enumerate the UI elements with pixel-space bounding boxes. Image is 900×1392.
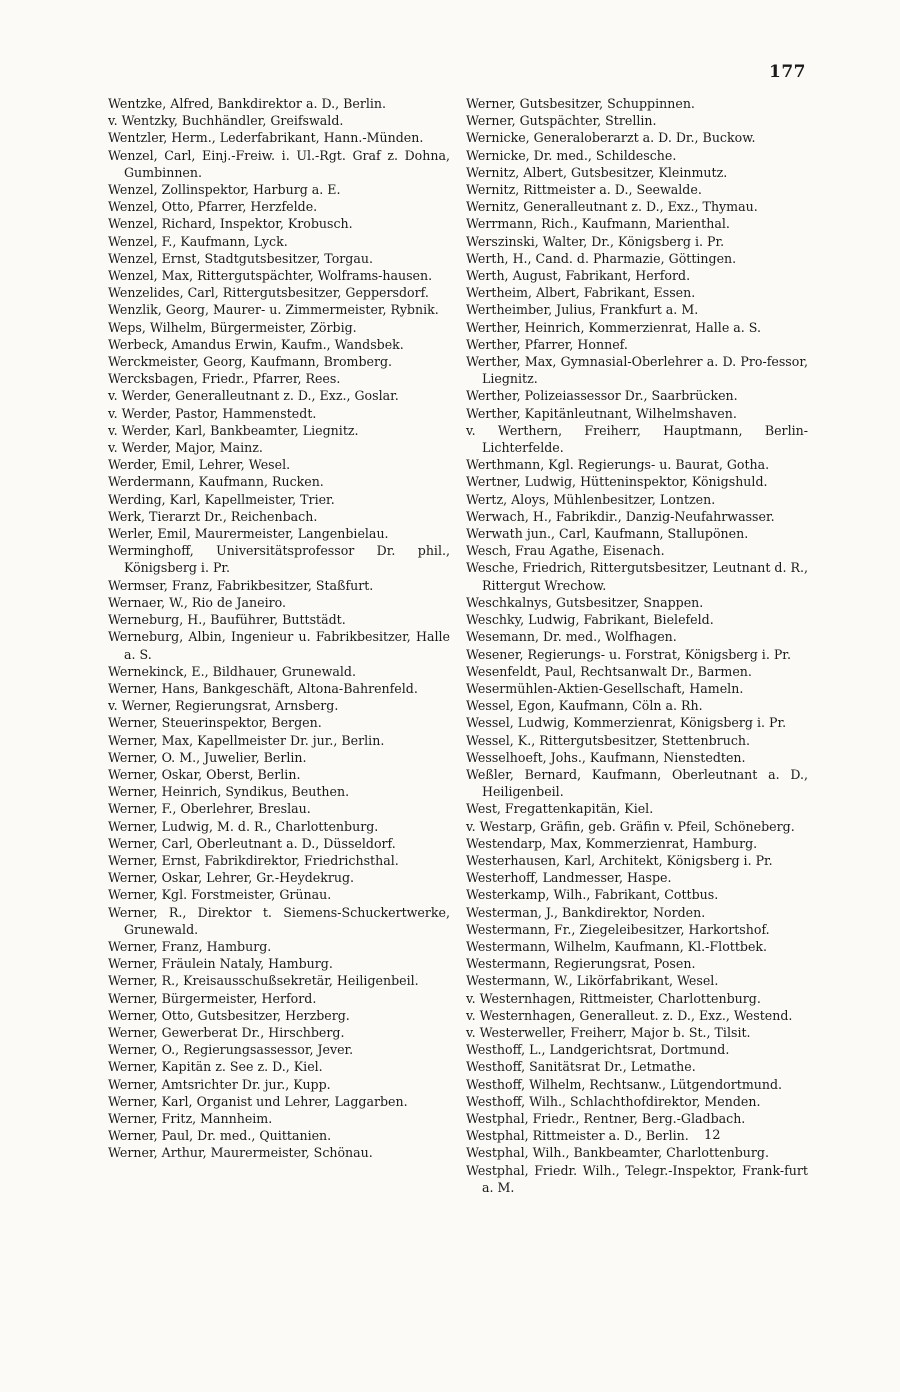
directory-entry: Westerhausen, Karl, Architekt, Königsberg i. Pr. [466, 852, 773, 868]
directory-entry: Westphal, Rittmeister a. D., Berlin. [466, 1128, 689, 1144]
directory-entry: Weschkalnys, Gutsbesitzer, Snappen. [466, 594, 704, 610]
directory-entry: Westhoff, Wilhelm, Rechtsanw., Lütgendortmund. [466, 1076, 783, 1092]
directory-entry: v. Westarp, Gräfin, geb. Gräfin v. Pfeil, Schöneberg. [466, 818, 795, 834]
directory-entry: Werner, Gutsbesitzer, Schuppinnen. [466, 96, 695, 111]
directory-entry: Westhoff, L., Landgerichtsrat, Dortmund. [466, 1042, 730, 1058]
directory-entry: Werrmann, Rich., Kaufmann, Marienthal. [466, 216, 730, 232]
directory-entry: Wernitz, Generalleutnant z. D., Exz., Thymau. [466, 199, 758, 215]
directory-entry: Wertz, Aloys, Mühlenbesitzer, Lontzen. [466, 491, 716, 507]
directory-entry: Wernicke, Dr. med., Schildesche. [466, 147, 677, 163]
directory-entry: Westphal, Friedr., Rentner, Berg.-Gladbach. [466, 1110, 746, 1126]
directory-entry: Werner, Fritz, Mannheim. [108, 1110, 273, 1126]
directory-entry: Werther, Pfarrer, Honnef. [466, 336, 628, 352]
directory-entry: Wertner, Ludwig, Hütteninspektor, Königshuld. [466, 474, 768, 490]
directory-entry: Werner, R., Direktor t. Siemens-Schuckertwerke, Grunewald. [108, 904, 450, 937]
directory-entry: Wentzler, Herm., Lederfabrikant, Hann.-Münden. [108, 130, 424, 146]
directory-entry: Werner, Ludwig, M. d. R., Charlottenburg. [108, 818, 379, 834]
directory-entry: Werler, Emil, Maurermeister, Langenbielau. [108, 526, 389, 542]
directory-entry: Werk, Tierarzt Dr., Reichenbach. [108, 508, 318, 524]
directory-entry: Westerhoff, Landmesser, Haspe. [466, 870, 672, 886]
directory-entry: Werner, Bürgermeister, Herford. [108, 990, 317, 1006]
directory-entry: Werner, Ernst, Fabrikdirektor, Friedrichsthal. [108, 852, 399, 868]
sheet-signature: 12 [704, 1128, 721, 1143]
directory-entry: Werner, Paul, Dr. med., Quittanien. [108, 1128, 332, 1144]
directory-entry: Werder, Emil, Lehrer, Wesel. [108, 457, 291, 473]
directory-entry: Westerkamp, Wilh., Fabrikant, Cottbus. [466, 887, 719, 903]
directory-entry: Wenzlik, Georg, Maurer- u. Zimmermeister, Rybnik. [108, 302, 439, 318]
directory-entry: Werner, Arthur, Maurermeister, Schönau. [108, 1145, 373, 1161]
directory-entry: Werwach, H., Fabrikdir., Danzig-Neufahrwasser. [466, 508, 775, 524]
directory-entry: Westhoff, Sanitätsrat Dr., Letmathe. [466, 1059, 696, 1075]
directory-entry: Wernaer, W., Rio de Janeiro. [108, 594, 287, 610]
directory-entry: Werther, Polizeiassessor Dr., Saarbrücken. [466, 388, 738, 404]
directory-entry: Werner, F., Oberlehrer, Breslau. [108, 801, 311, 817]
directory-entry: v. Werder, Karl, Bankbeamter, Liegnitz. [108, 422, 359, 438]
directory-entry: Wertheimber, Julius, Frankfurt a. M. [466, 302, 699, 318]
directory-entry: Wercksbagen, Friedr., Pfarrer, Rees. [108, 371, 341, 387]
page-number: 177 [769, 62, 806, 82]
directory-entry: Wenzel, Richard, Inspektor, Krobusch. [108, 216, 353, 232]
directory-entry: Werner, Oskar, Lehrer, Gr.-Heydekrug. [108, 870, 355, 886]
directory-entry: Wernitz, Rittmeister a. D., Seewalde. [466, 182, 702, 198]
directory-entry: Wenzel, Carl, Einj.-Freiw. i. Ul.-Rgt. Graf z. Dohna, Gumbinnen. [108, 147, 450, 180]
left-column [108, 95, 450, 1162]
directory-entry: Westermann, W., Likörfabrikant, Wesel. [466, 973, 719, 989]
directory-entry: Wesche, Friedrich, Rittergutsbesitzer, Leutnant d. R., Rittergut Wrechow. [466, 560, 808, 593]
directory-entry: Werner, Gewerberat Dr., Hirschberg. [108, 1024, 345, 1040]
directory-entry: v. Werthern, Freiherr, Hauptmann, Berlin-Lichterfelde. [466, 422, 808, 456]
directory-entry: Werckmeister, Georg, Kaufmann, Bromberg. [108, 354, 393, 370]
directory-entry: Werner, Hans, Bankgeschäft, Altona-Bahrenfeld. [108, 680, 418, 696]
directory-entry: Werner, Kgl. Forstmeister, Grünau. [108, 887, 332, 903]
directory-entry: Westermann, Regierungsrat, Posen. [466, 956, 696, 972]
directory-entry: Westhoff, Wilh., Schlachthofdirektor, Menden. [466, 1093, 761, 1109]
directory-entry: Werding, Karl, Kapellmeister, Trier. [108, 491, 335, 507]
directory-entry: Werner, R., Kreisausschußsekretär, Heiligenbeil. [108, 973, 419, 989]
directory-entry: Werner, Karl, Organist und Lehrer, Laggarben. [108, 1093, 408, 1109]
directory-entry: Wenzel, Zollinspektor, Harburg a. E. [108, 182, 341, 198]
directory-entry: Wertheim, Albert, Fabrikant, Essen. [466, 285, 696, 301]
directory-entry: Wesemann, Dr. med., Wolfhagen. [466, 629, 677, 645]
directory-entry: Werther, Kapitänleutnant, Wilhelmshaven. [466, 405, 737, 421]
directory-entry: Werner, Franz, Hamburg. [108, 938, 272, 954]
directory-entry: Wernitz, Albert, Gutsbesitzer, Kleinmutz. [466, 164, 728, 180]
directory-entry: Werner, Amtsrichter Dr. jur., Kupp. [108, 1076, 331, 1092]
directory-entry: Werner, O., Regierungsassessor, Jever. [108, 1042, 354, 1058]
directory-entry: Wenzel, Max, Rittergutspächter, Wolframs-hausen. [108, 268, 433, 284]
directory-entry: Wesenfeldt, Paul, Rechtsanwalt Dr., Barmen. [466, 663, 752, 679]
directory-entry: Wessel, K., Rittergutsbesitzer, Stettenbruch. [466, 732, 750, 748]
directory-entry: Wessel, Egon, Kaufmann, Cöln a. Rh. [466, 698, 703, 714]
directory-entry: Werthmann, Kgl. Regierungs- u. Baurat, Gotha. [466, 457, 770, 473]
directory-entry: Wesener, Regierungs- u. Forstrat, Königsberg i. Pr. [466, 646, 791, 662]
directory-entry: v. Werder, Pastor, Hammenstedt. [108, 405, 317, 421]
directory-entry: Werner, Gutspächter, Strellin. [466, 113, 657, 129]
directory-entry: Wesermühlen-Aktien-Gesellschaft, Hameln. [466, 680, 744, 696]
directory-entry: Werner, Otto, Gutsbesitzer, Herzberg. [108, 1007, 350, 1023]
directory-entry: v. Werder, Major, Mainz. [108, 440, 263, 456]
directory-entry: Werth, H., Cand. d. Pharmazie, Göttingen. [466, 250, 737, 266]
directory-entry: Wermser, Franz, Fabrikbesitzer, Staßfurt. [108, 577, 374, 593]
directory-entry: v. Wentzky, Buchhändler, Greifswald. [108, 113, 344, 129]
directory-entry: Werner, Steuerinspektor, Bergen. [108, 715, 322, 731]
directory-entry: Werner, Kapitän z. See z. D., Kiel. [108, 1059, 323, 1075]
directory-entry: Wenzel, Otto, Pfarrer, Herzfelde. [108, 199, 318, 215]
directory-entry: Wesch, Frau Agathe, Eisenach. [466, 543, 665, 559]
directory-entry: v. Westernhagen, Generalleut. z. D., Exz., Westend. [466, 1007, 793, 1023]
directory-entry: Werbeck, Amandus Erwin, Kaufm., Wandsbek. [108, 336, 404, 352]
directory-entry: West, Fregattenkapitän, Kiel. [466, 801, 654, 817]
directory-entry: Westendarp, Max, Kommerzienrat, Hamburg. [466, 835, 758, 851]
directory-entry: Westerman, J., Bankdirektor, Norden. [466, 904, 706, 920]
directory-entry: Westermann, Wilhelm, Kaufmann, Kl.-Flottbek. [466, 938, 768, 954]
directory-entry: Werner, Fräulein Nataly, Hamburg. [108, 956, 333, 972]
directory-entry: Werner, Heinrich, Syndikus, Beuthen. [108, 784, 350, 800]
directory-entry: v. Werner, Regierungsrat, Arnsberg. [108, 698, 339, 714]
directory-entry: Wenzelides, Carl, Rittergutsbesitzer, Geppersdorf. [108, 285, 429, 301]
directory-entry: Werneburg, H., Bauführer, Buttstädt. [108, 612, 346, 628]
directory-entry: Werner, Max, Kapellmeister Dr. jur., Berlin. [108, 732, 385, 748]
directory-entry: Werdermann, Kaufmann, Rucken. [108, 474, 324, 490]
directory-entry: v. Werder, Generalleutnant z. D., Exz., Goslar. [108, 388, 399, 404]
directory-entry: Werner, Oskar, Oberst, Berlin. [108, 766, 301, 782]
directory-entry: Weßler, Bernard, Kaufmann, Oberleutnant a. D., Heiligenbeil. [466, 766, 808, 800]
directory-entry: Werwath jun., Carl, Kaufmann, Stallupönen. [466, 526, 749, 542]
directory-entry: Wernekinck, E., Bildhauer, Grunewald. [108, 663, 356, 679]
directory-entry: Werminghoff, Universitätsprofessor Dr. phil., Königsberg i. Pr. [108, 543, 450, 576]
directory-entry: Werther, Heinrich, Kommerzienrat, Halle a. S. [466, 319, 761, 335]
directory-entry: Weps, Wilhelm, Bürgermeister, Zörbig. [108, 319, 357, 335]
directory-entry: v. Westerweller, Freiherr, Major b. St., Tilsit. [466, 1024, 751, 1040]
directory-entry: Westphal, Friedr. Wilh., Telegr.-Inspektor, Frank-furt a. M. [466, 1162, 808, 1195]
directory-entry: Werner, O. M., Juwelier, Berlin. [108, 749, 307, 765]
directory-entry: Wenzel, F., Kaufmann, Lyck. [108, 233, 288, 249]
directory-entry: v. Westernhagen, Rittmeister, Charlottenburg. [466, 990, 761, 1006]
directory-entry: Wentzke, Alfred, Bankdirektor a. D., Berlin. [108, 96, 387, 111]
directory-entry: Wernicke, Generaloberarzt a. D. Dr., Buckow. [466, 130, 756, 146]
directory-entry: Westphal, Wilh., Bankbeamter, Charlottenburg. [466, 1145, 769, 1161]
directory-entry: Werszinski, Walter, Dr., Königsberg i. Pr. [466, 233, 725, 249]
directory-entry: Werther, Max, Gymnasial-Oberlehrer a. D. Pro-fessor, Liegnitz. [466, 354, 808, 387]
directory-entry: Wesselhoeft, Johs., Kaufmann, Nienstedten. [466, 749, 746, 765]
directory-entry: Wenzel, Ernst, Stadtgutsbesitzer, Torgau. [108, 250, 373, 266]
directory-entry: Weschky, Ludwig, Fabrikant, Bielefeld. [466, 612, 714, 628]
directory-entry: Werth, August, Fabrikant, Herford. [466, 268, 691, 284]
directory-entry: Werner, Carl, Oberleutnant a. D., Düsseldorf. [108, 835, 396, 851]
directory-entry: Westermann, Fr., Ziegeleibesitzer, Harkortshof. [466, 921, 770, 937]
right-column [466, 95, 808, 1196]
directory-entry: Wessel, Ludwig, Kommerzienrat, Königsberg i. Pr. [466, 715, 787, 731]
directory-entry: Werneburg, Albin, Ingenieur u. Fabrikbesitzer, Halle a. S. [108, 629, 450, 662]
